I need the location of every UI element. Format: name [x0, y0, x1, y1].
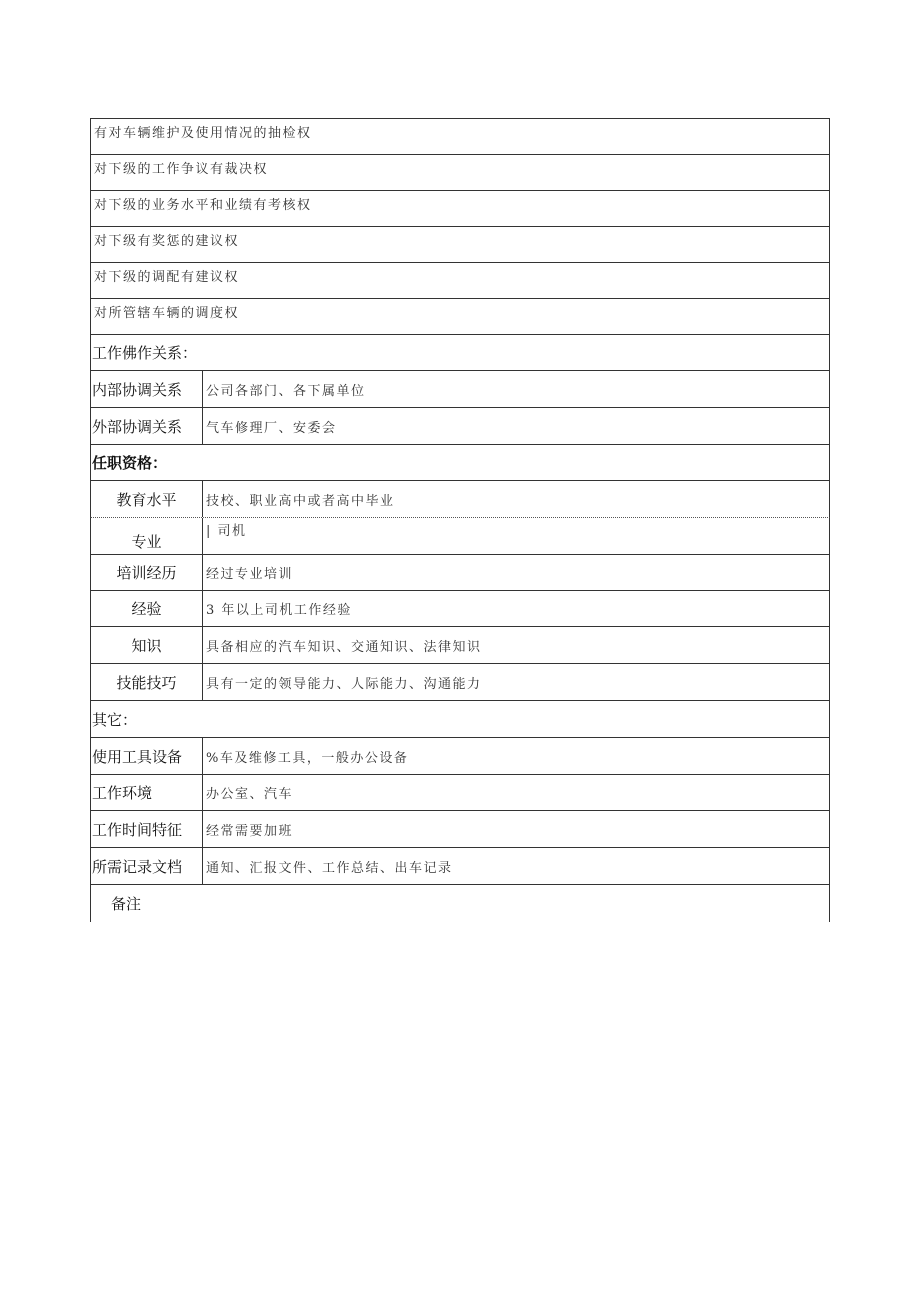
qualifications-heading-row	[90, 444, 830, 480]
authority-row	[90, 154, 830, 190]
qualifications-heading: 任职资格：	[92, 454, 168, 472]
authority-text: 对所管辖车辆的调度权	[94, 306, 240, 321]
authority-text: 对下级的业务水平和业绩有考核权	[94, 198, 312, 213]
major-label: 专业	[91, 518, 203, 554]
authority-row	[90, 190, 830, 226]
knowledge-value: 具备相应的汽车知识、交通知识、法律知识	[206, 639, 482, 655]
authority-row	[90, 118, 830, 154]
authority-row	[90, 262, 830, 298]
education-row	[90, 480, 830, 517]
authority-text: 对下级的调配有建议权	[94, 270, 240, 285]
skills-label: 技能技巧	[91, 664, 203, 700]
records-row	[90, 847, 830, 884]
external-coordination-value: 气车修理厂、安委会	[206, 420, 337, 436]
other-heading-row	[90, 700, 830, 737]
coordination-heading: 工作佛作关系：	[92, 344, 198, 362]
environment-row	[90, 774, 830, 810]
training-label: 培训经历	[91, 555, 203, 590]
major-value: | 司机	[206, 524, 247, 539]
remarks-row	[90, 884, 830, 922]
tools-label: 使用工具设备	[91, 738, 203, 774]
education-value: 技校、职业高中或者高中毕业	[206, 493, 395, 509]
skills-row	[90, 663, 830, 700]
skills-value: 具有一定的领导能力、人际能力、沟通能力	[206, 676, 482, 692]
remarks-label: 备注	[111, 895, 142, 913]
environment-label: 工作环境	[91, 775, 203, 810]
major-row	[90, 517, 830, 554]
tools-row	[90, 737, 830, 774]
internal-coordination-label: 内部协调关系	[91, 371, 203, 407]
internal-coordination-row	[90, 370, 830, 407]
coordination-heading-row	[90, 334, 830, 370]
external-coordination-row	[90, 407, 830, 444]
tools-value: %车及维修工具，一般办公设备	[206, 750, 409, 766]
job-description-table	[90, 118, 830, 922]
experience-row	[90, 590, 830, 626]
other-heading: 其它：	[92, 710, 138, 729]
authority-text: 对下级的工作争议有裁决权	[94, 162, 269, 177]
records-value: 通知、汇报文件、工作总结、出车记录	[206, 860, 453, 876]
time-label: 工作时间特征	[91, 811, 203, 847]
experience-label: 经验	[91, 591, 203, 626]
records-label: 所需记录文档	[91, 848, 203, 884]
authority-text: 有对车辆维护及使用情况的抽检权	[94, 126, 312, 141]
education-label: 教育水平	[91, 481, 203, 517]
knowledge-label: 知识	[91, 627, 203, 663]
external-coordination-label: 外部协调关系	[91, 408, 203, 444]
training-row	[90, 554, 830, 590]
environment-value: 办公室、汽车	[206, 787, 294, 802]
training-value: 经过专业培训	[206, 567, 294, 582]
experience-value: 3 年以上司机工作经验	[206, 603, 352, 618]
time-value: 经常需要加班	[206, 823, 294, 839]
knowledge-row	[90, 626, 830, 663]
time-row	[90, 810, 830, 847]
internal-coordination-value: 公司各部门、各下属单位	[206, 383, 366, 399]
authority-row	[90, 298, 830, 334]
authority-row	[90, 226, 830, 262]
authority-text: 对下级有奖惩的建议权	[94, 234, 240, 249]
